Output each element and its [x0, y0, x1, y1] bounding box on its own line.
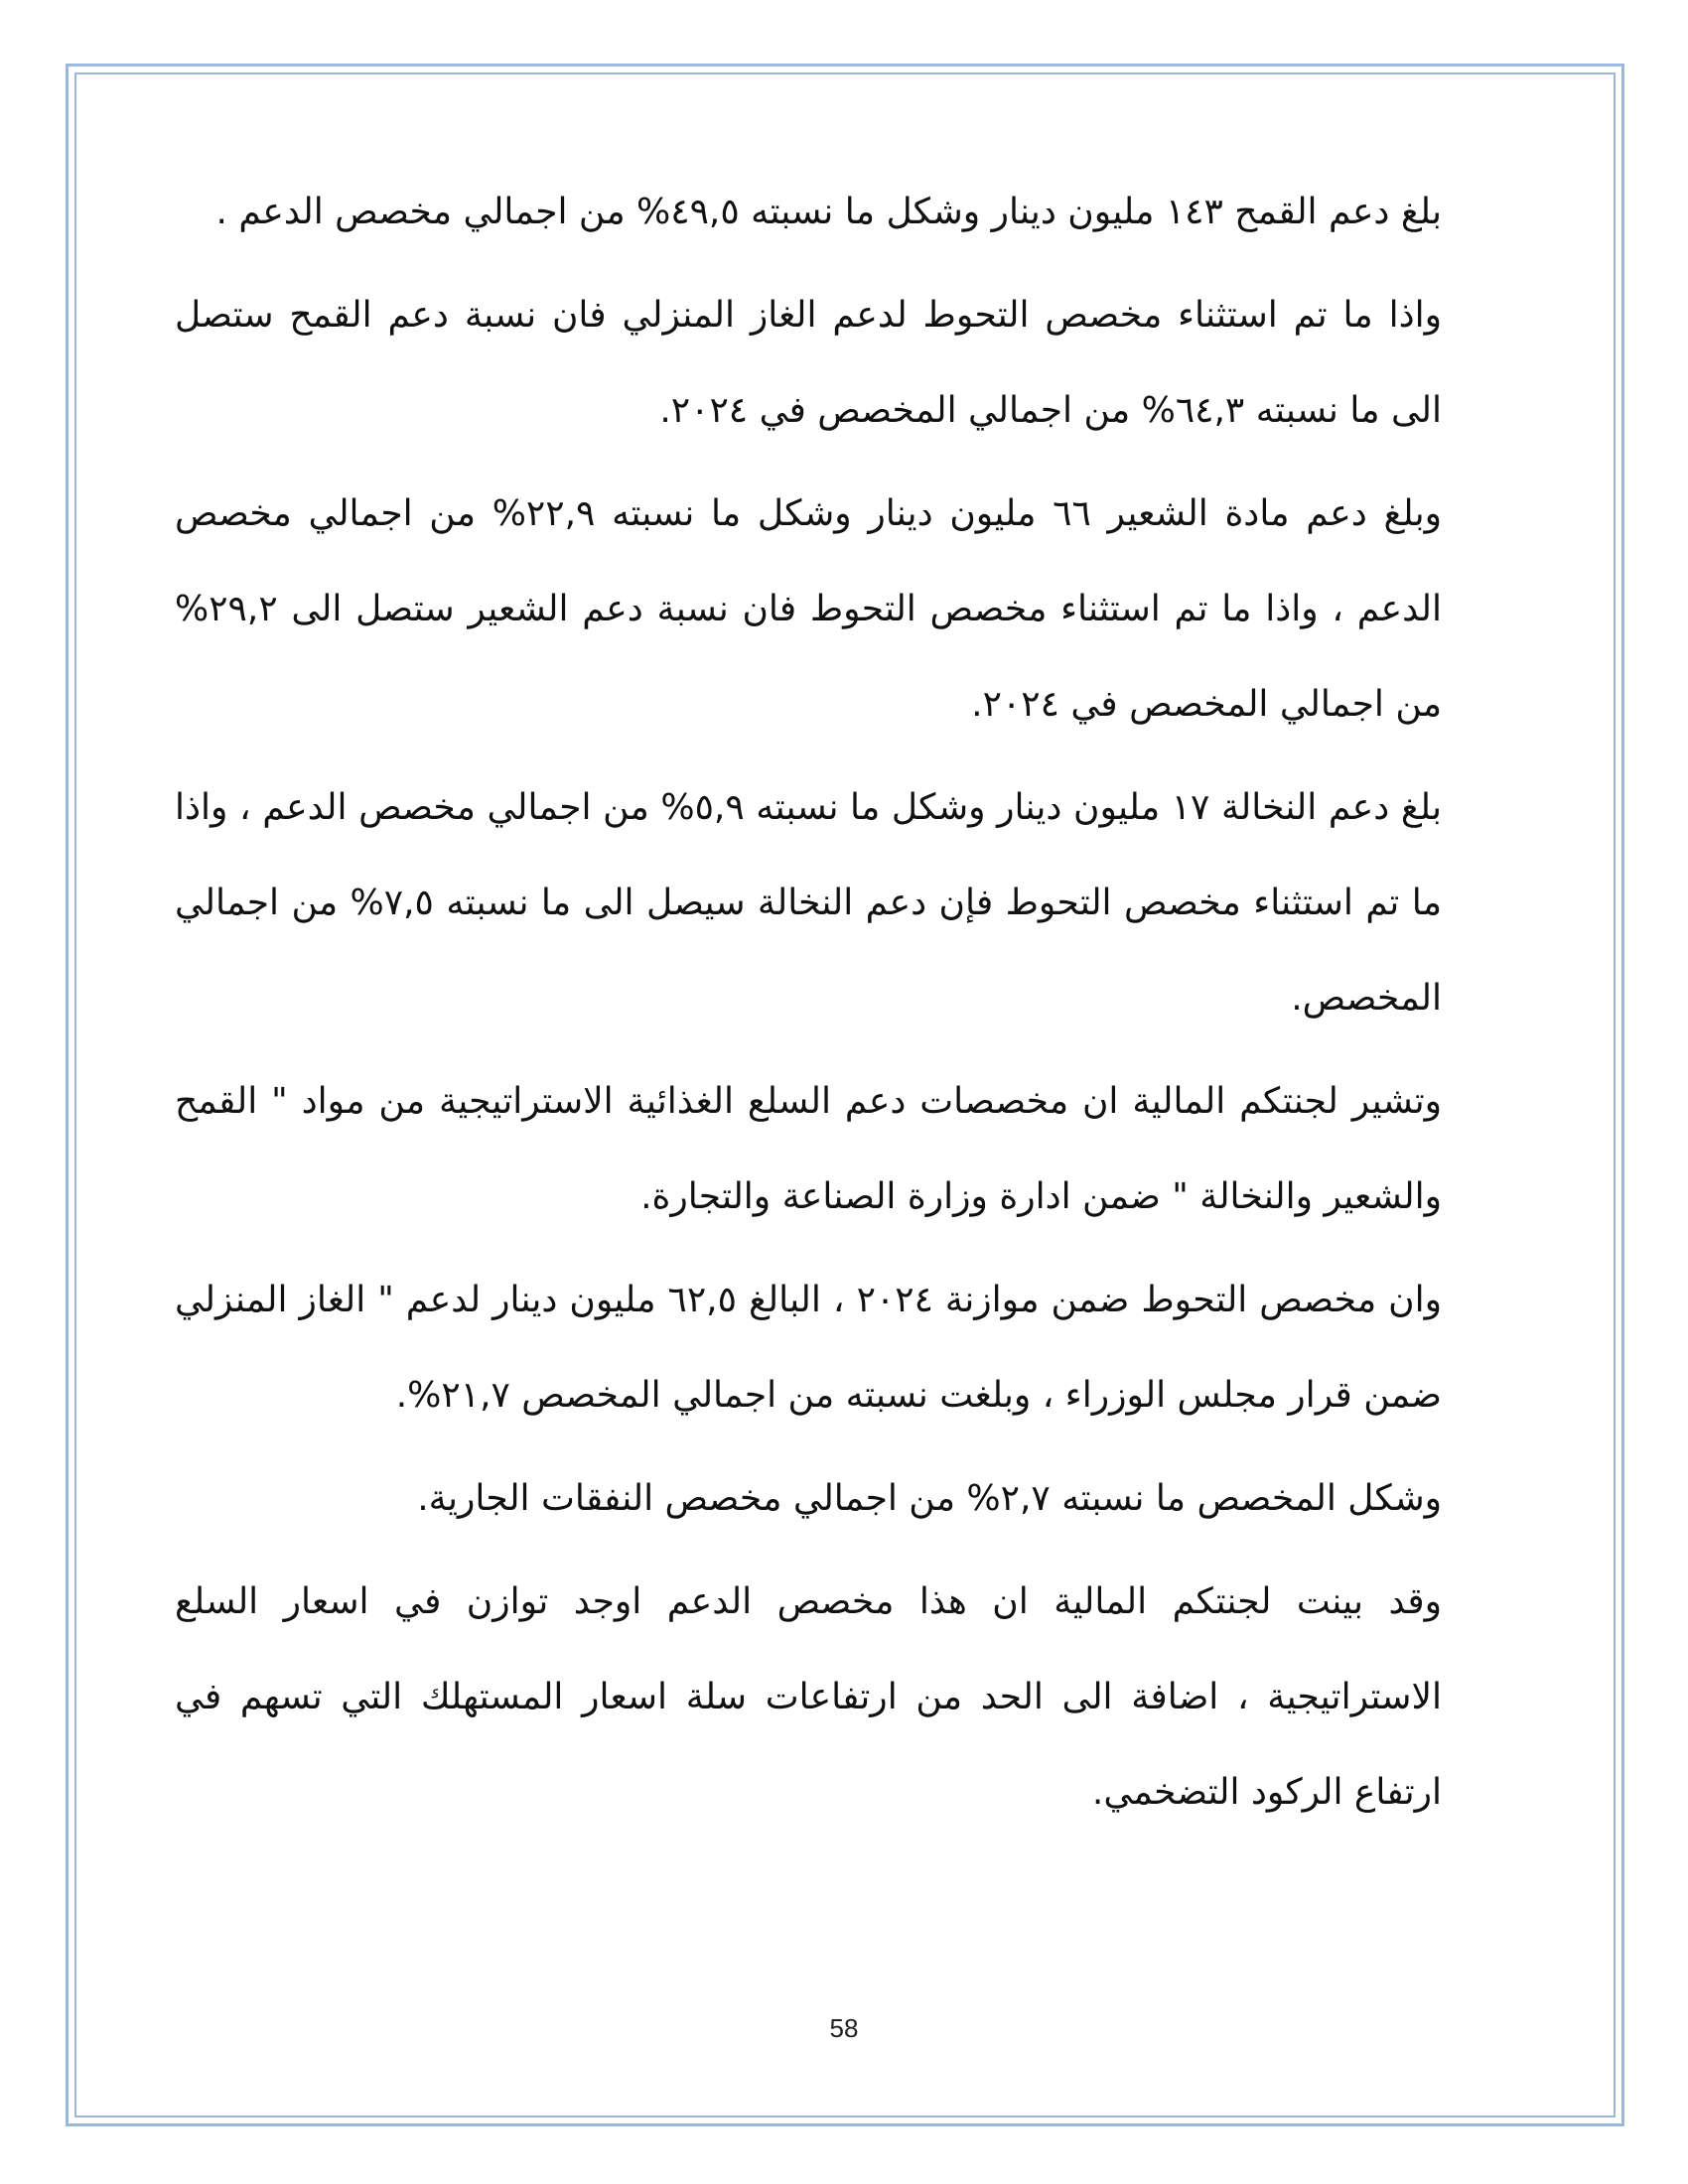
paragraph-hedge-allocation: وان مخصص التحوط ضمن موازنة ٢٠٢٤ ، البالغ ٦٢,٥ مليون دينار لدعم " الغاز المنزلي ضمن قرار مجلس الوزراء ، وبلغت نسبته من اجمالي المخصص ٢١,٧%. [175, 1280, 1442, 1416]
document-body [175, 165, 1442, 1848]
paragraph-current-expenditure-share: وشكل المخصص ما نسبته ٢,٧% من اجمالي مخصص النفقات الجارية. [417, 1478, 1442, 1519]
paragraph-bran-subsidy: بلغ دعم النخالة ١٧ مليون دينار وشكل ما نسبته ٥,٩% من اجمالي مخصص الدعم ، واذا ما تم استثناء مخصص التحوط فإن دعم النخالة سيصل الى ما نسبته ٧,٥% من اجمالي المخصص. [175, 787, 1442, 1019]
paragraph-barley-subsidy: وبلغ دعم مادة الشعير ٦٦ مليون دينار وشكل ما نسبته ٢٢,٩% من اجمالي مخصص الدعم ، واذا ما تم استثناء مخصص التحوط فان نسبة دعم الشعير ستصل الى ٢٩,٢% من اجمالي المخصص في ٢٠٢٤. [175, 493, 1442, 725]
page-number: 58 [829, 2013, 859, 2043]
paragraph-wheat-excluding-hedge: واذا ما تم استثناء مخصص التحوط لدعم الغاز المنزلي فان نسبة دعم القمح ستصل الى ما نسبته ٦٤,٣% من اجمالي المخصص في ٢٠٢٤. [175, 295, 1442, 431]
paragraph-price-balance: وقد بينت لجنتكم المالية ان هذا مخصص الدعم اوجد توازن في اسعار السلع الاستراتيجية ، اضافة الى الحد من ارتفاعات سلة اسعار المستهلك التي تسهم في ارتفاع الركود التضخمي. [175, 1581, 1442, 1813]
paragraph-wheat-subsidy: بلغ دعم القمح ١٤٣ مليون دينار وشكل ما نسبته ٤٩,٥% من اجمالي مخصص الدعم . [215, 192, 1442, 232]
paragraph-strategic-goods: وتشير لجنتكم المالية ان مخصصات دعم السلع الغذائية الاستراتيجية من مواد " القمح والشعير والنخالة " ضمن ادارة وزارة الصناعة والتجارة. [175, 1081, 1442, 1217]
